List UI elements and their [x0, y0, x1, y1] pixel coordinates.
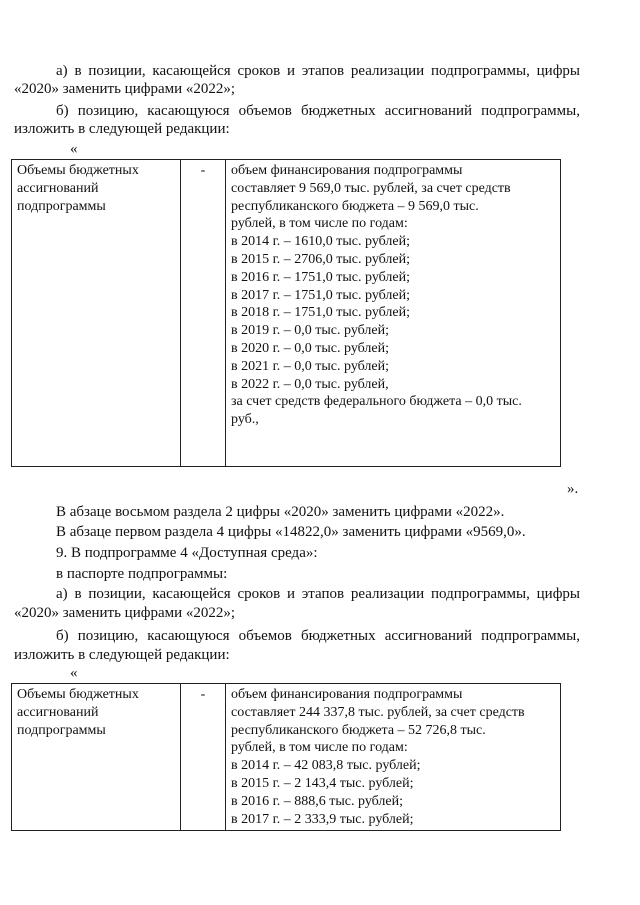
label-line: подпрограммы	[17, 198, 106, 214]
value-line: республиканского бюджета – 9 569,0 тыс.	[231, 198, 479, 214]
funding-table-1	[11, 159, 561, 467]
paragraph-b-line1: б) позицию, касающуюся объемов бюджетных ассигнований подпрограммы,	[56, 628, 580, 644]
value-line: в 2014 г. – 1610,0 тыс. рублей;	[231, 234, 410, 250]
value-line: в 2014 г. – 42 083,8 тыс. рублей;	[231, 758, 421, 774]
paragraph-a-line1: а) в позиции, касающейся сроков и этапов реализации подпрограммы, цифры	[56, 586, 580, 602]
value-line: в 2016 г. – 888,6 тыс. рублей;	[231, 793, 403, 809]
paragraph-a-line2: «2020» заменить цифрами «2022»;	[14, 605, 236, 621]
paragraph-subprogram-4: 9. В подпрограмме 4 «Доступная среда»:	[56, 545, 318, 561]
value-cell	[226, 684, 561, 831]
value-line: объем финансирования подпрограммы	[231, 687, 463, 702]
label-line: подпрограммы	[17, 722, 106, 738]
closing-quote: ».	[567, 481, 579, 497]
label-line: ассигнований	[17, 704, 99, 720]
value-line: составляет 244 337,8 тыс. рублей, за счет средств	[231, 704, 525, 720]
value-line: в 2019 г. – 0,0 тыс. рублей;	[231, 323, 389, 339]
value-line: республиканского бюджета – 52 726,8 тыс.	[231, 722, 486, 738]
value-line: руб.,	[231, 412, 259, 428]
value-line: рублей, в том числе по годам:	[231, 740, 408, 756]
paragraph-b-line2: изложить в следующей редакции:	[14, 121, 230, 137]
value-line: составляет 9 569,0 тыс. рублей, за счет средств	[231, 180, 511, 196]
value-line: в 2017 г. – 1751,0 тыс. рублей;	[231, 287, 410, 303]
paragraph-a-line2: «2020» заменить цифрами «2022»;	[14, 81, 236, 97]
dash: -	[200, 687, 206, 702]
value-line: в 2016 г. – 1751,0 тыс. рублей;	[231, 269, 410, 285]
dash-cell	[181, 160, 226, 467]
label-line: Объемы бюджетных	[17, 163, 139, 178]
table-row	[12, 684, 561, 831]
value-line: в 2022 г. – 0,0 тыс. рублей,	[231, 376, 389, 392]
value-line: в 2015 г. – 2706,0 тыс. рублей;	[231, 251, 410, 267]
value-line: рублей, в том числе по годам:	[231, 216, 408, 232]
label-line: ассигнований	[17, 180, 99, 196]
paragraph-section4: В абзаце первом раздела 4 цифры «14822,0» заменить цифрами «9569,0».	[56, 524, 526, 540]
opening-quote: «	[70, 665, 78, 681]
paragraph-b-line2: изложить в следующей редакции:	[14, 647, 230, 663]
label-line: Объемы бюджетных	[17, 687, 139, 702]
paragraph-a-line1: а) в позиции, касающейся сроков и этапов реализации подпрограммы, цифры	[56, 63, 580, 79]
value-line: объем финансирования подпрограммы	[231, 163, 463, 178]
paragraph-section2: В абзаце восьмом раздела 2 цифры «2020» заменить цифрами «2022».	[56, 504, 505, 520]
value-line: в 2017 г. – 2 333,9 тыс. рублей;	[231, 811, 414, 827]
value-line: за счет средств федерального бюджета – 0,0 тыс.	[231, 394, 522, 410]
value-line: в 2018 г. – 1751,0 тыс. рублей;	[231, 305, 410, 321]
paragraph-passport: в паспорте подпрограммы:	[56, 566, 228, 582]
dash-cell	[181, 684, 226, 831]
value-cell	[226, 160, 561, 467]
funding-table-2	[11, 683, 561, 831]
dash: -	[200, 163, 206, 178]
table-row	[12, 160, 561, 467]
value-line: в 2020 г. – 0,0 тыс. рублей;	[231, 340, 389, 356]
value-line: в 2021 г. – 0,0 тыс. рублей;	[231, 358, 389, 374]
label-cell	[12, 160, 181, 467]
label-cell	[12, 684, 181, 831]
value-line: в 2015 г. – 2 143,4 тыс. рублей;	[231, 775, 414, 791]
paragraph-b-line1: б) позицию, касающуюся объемов бюджетных ассигнований подпрограммы,	[56, 103, 580, 119]
opening-quote: «	[70, 141, 78, 157]
